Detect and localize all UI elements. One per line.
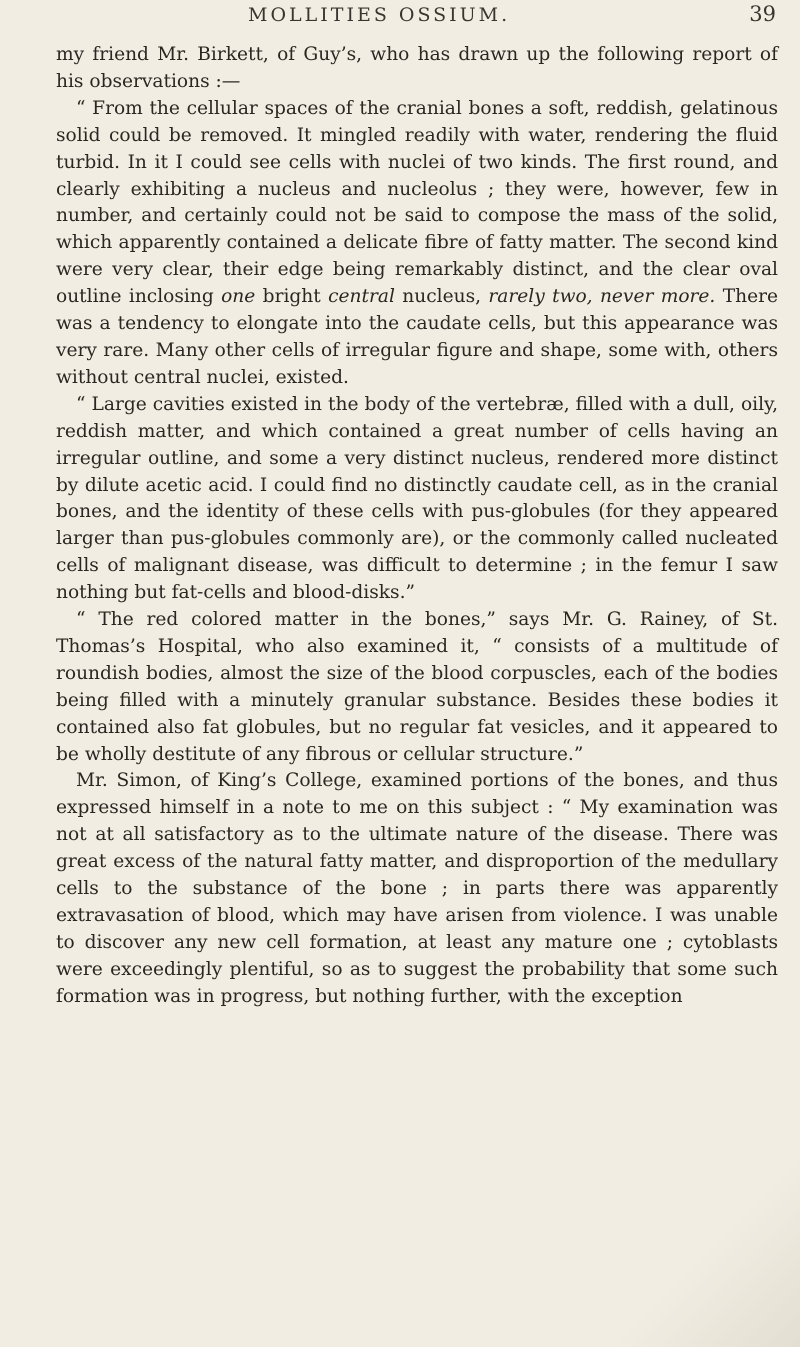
- paragraph-5: Mr. Simon, of King’s College, examined portions of the bones, and thus expressed himself in a note to me on this subject : “ My examination was not at all satisfactory as to the ultimate nature of the disease. There was great excess of the natural fatty matter, and disproportion of the medullary cells to the substance of the bone ; in parts there was apparently extravasation of blood, which may have arisen from violence. I was unable to discover any new cell formation, at least any mature one ; cytoblasts were exceedingly plentiful, so as to suggest the probability that some such formation was in progress, but nothing further, with the exception: [56, 770, 778, 1007]
- page-number: 39: [749, 2, 776, 26]
- paragraph-3: “ Large cavities existed in the body of the vertebræ, filled with a dull, oily, reddish matter, and which contained a great number of cells having an irregular outline, and some a very distinct nucleus, rendered more distinct by dilute acetic acid. I could find no distinctly caudate cell, as in the cranial bones, and the identity of these cells with pus-globules (for they appeared larger than pus-globules commonly are), or the commonly called nucleated cells of malignant disease, was difficult to determine ; in the femur I saw nothing but fat-cells and blood-disks.”: [56, 393, 778, 604]
- page-curl-shadow: [580, 1147, 800, 1347]
- paragraph-2: [56, 96, 778, 392]
- paragraph-4: “ The red colored matter in the bones,” says Mr. G. Rainey, of St. Thomas’s Hospital, who also examined it, “ consists of a multitude of roundish bodies, almost the size of the blood corpuscles, each of the bodies being filled with a minutely granular substance. Besides these bodies it contained also fat globules, but no regular fat vesicles, and it appeared to be wholly destitute of any fibrous or cellular structure.”: [56, 609, 778, 765]
- paragraph-2-emphasis-rarely: rarely two, never more.: [488, 286, 716, 308]
- paragraph-2-text-c: nucleus,: [394, 286, 489, 308]
- paragraph-2-text-d: There was a tendency to elongate into the caudate cells, but this appearance was very rare. Many other cells of irregular figure and shape, some with, others without central nuclei, existed.: [56, 286, 778, 388]
- paragraph-2-emphasis-central: central: [328, 286, 395, 308]
- paragraph-2-text-b: bright: [255, 286, 329, 308]
- paragraph-1: my friend Mr. Birkett, of Guy’s, who has drawn up the following report of his observations :—: [56, 44, 778, 92]
- running-head: MOLLITIES OSSIUM.: [248, 4, 511, 26]
- paragraph-2-emphasis-one: one: [221, 286, 256, 308]
- page-body-text: [56, 42, 778, 1011]
- paragraph-2-text-a: “ From the cellular spaces of the cranial bones a soft, reddish, gelatinous solid could be removed. It mingled readily with water, rendering the fluid turbid. In it I could see cells with nuclei of two kinds. The first round, and clearly exhibiting a nucleus and nucleolus ; they were, however, few in number, and certainly could not be said to compose the mass of the solid, which apparently contained a delicate fibre of fatty matter. The second kind were very clear, their edge being remarkably distinct, and the clear oval outline inclosing: [56, 97, 778, 308]
